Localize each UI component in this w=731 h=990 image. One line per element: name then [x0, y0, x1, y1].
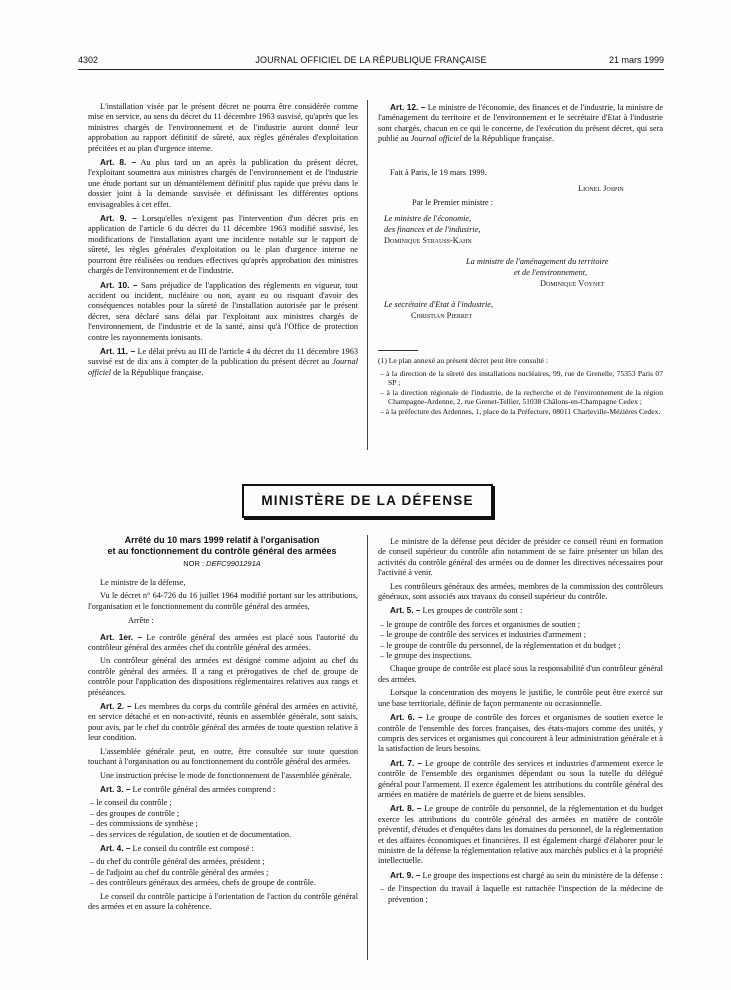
par-le-premier-ministre: Par le Premier ministre : — [412, 198, 494, 207]
list-item: – le conseil du contrôle ; — [88, 798, 358, 808]
list-item: – à la direction de la sûreté des installations nucléaires, 99, rue de Grenelle, 75353 Paris 07 SP ; — [378, 369, 663, 388]
paragraph: Le ministre de la défense peut décider de présider ce conseil réuni en formation de conseil supérieur du contrôle afin notamment de se faire présenter un bilan des activités du contrôle général des armées ou de donner les directives nécessaires pour l'activité à venir. — [378, 537, 663, 578]
footnote-list — [378, 369, 663, 417]
minister-environment-title: La ministre de l'aménagement du territoire — [466, 257, 609, 266]
paragraph: Le ministre de la défense, — [100, 578, 186, 587]
page-number: 4302 — [78, 55, 99, 65]
article-label: Art. 9. – — [390, 869, 421, 880]
signatory-environment: Dominique Voynet — [540, 279, 605, 288]
article-label: Art. 3. – — [100, 783, 131, 794]
paragraph: Le conseil du contrôle participe à l'orientation de l'action du contrôle général des armées et en assure la cohérence. — [88, 891, 358, 911]
paragraph: Les contrôleurs généraux des armées, membres de la commission des contrôleurs généraux, sont associés aux travaux du conseil supérieur du contrôle. — [378, 581, 663, 602]
paragraph: Un contrôleur général des armées est désigné comme adjoint au chef du contrôle général des armées. Il a rang et prérogatives de chef de groupe de contrôle pour l'application des dispositions réglementaires relatives aux rangs et préséances. — [88, 656, 358, 697]
article-7: Art. 7. – Le groupe de contrôle des services et industries d'armement exerce le contrôle de l'ensemble des organismes dépendant ou sous la tutelle du délégué général pour l'armement. Il exerce également les attributions du contrôle général des armées en matière de matériels de guerre et de biens sensibles. — [378, 757, 664, 799]
minister-environment-title-2: et de l'environnement, — [514, 268, 588, 277]
list-item: – le groupe de contrôle du personnel, de la réglementation et du budget ; — [378, 641, 663, 651]
signatory-economy: Dominique Strauss-Kahn — [384, 236, 472, 245]
list-item: – de l'adjoint au chef du contrôle général des armées ; — [88, 868, 358, 878]
article-label: Art. 5. – — [390, 605, 421, 616]
secretary-industry-title: Le secrétaire d'Etat à l'industrie, — [384, 300, 494, 309]
article-5-list — [378, 620, 663, 662]
nor-reference: NOR : DEFC9901291A — [183, 559, 261, 568]
article-3: Art. 3. – Le contrôle général des armées comprend : — [100, 783, 276, 794]
article-8-arrete: Art. 8. – Le groupe de contrôle du personnel, de la réglementation et du budget exerce les attributions du contrôle général des armées en matière de contrôle préventif, d'études et d'enquêtes dans les domaines du personnel, de la réglementation et des affaires économiques et financières. Il est également chargé d'élaborer pour le ministre de la défense la réglementation relative aux marchés publics et à la propriété intellectuelle. — [378, 803, 663, 866]
article-label: Art. 4. – — [100, 842, 131, 853]
article-label: Art. 7. – — [390, 757, 423, 768]
article-text: Lorsqu'elles n'exigent pas l'intervention d'un décret pris en application de l'article 6 du décret du 11 décembre 1963 modifié susvisé, les modifications de l'installation ayant une incidence notable sur le rapport de sûreté, les règles générales d'exploitation ou le plan d'urgence interne ne pourront être réalisées ou rendues effectives qu'après approbation des ministres chargés de l'environnement et de l'industrie. — [88, 214, 358, 276]
article-9 — [88, 213, 358, 276]
article-text: Au plus tard un an après la publication du présent décret, l'exploitant soumettra aux ministres chargés de l'environnement et de l'industrie une étude portant sur un démantèlement définitif plus rapide que prévu dans le dossier joint à la demande susvisée et définissant les différentes options envisageables à cet effet. — [88, 158, 358, 209]
journal-title: JOURNAL OFFICIEL DE LA RÉPUBLIQUE FRANÇAISE — [255, 55, 487, 65]
article-4: Art. 4. – Le conseil du contrôle est composé : — [100, 842, 254, 853]
article-label: Art. 9. – — [100, 213, 137, 224]
list-item: – à la direction régionale de l'industrie, de la recherche et de l'environnement de la région Champagne-Ardenne, 2, rue Grenet-Tellier, 51038 Châlons-en-Champagne Cedex ; — [378, 388, 663, 407]
paragraph: Chaque groupe de contrôle est placé sous la responsabilité d'un contrôleur général des armées. — [378, 664, 663, 684]
header-rule — [78, 69, 664, 70]
article-label: Art. 6. – — [390, 712, 423, 723]
article-4-list — [88, 857, 358, 888]
article-label: Art. 1er. – — [100, 631, 143, 642]
list-item: – de l'inspection du travail à laquelle est rattachée l'inspection de la médecine de prévention ; — [378, 884, 663, 905]
article-label: Art. 8. – — [390, 803, 422, 814]
arrete-title-line-2: et au fonctionnement du contrôle général des armées — [107, 546, 337, 556]
article-label: Art. 8. – — [100, 157, 137, 168]
decree-right-column — [378, 102, 663, 148]
footnote-rule — [378, 350, 418, 351]
article-9-list — [378, 884, 663, 905]
arrete-title-line-1: Arrêté du 10 mars 1999 relatif à l'organisation — [124, 535, 320, 545]
paragraph: L'assemblée générale peut, en outre, être consultée sur toute question touchant à l'organisation ou au fonctionnement du contrôle général des armées. — [88, 746, 358, 767]
list-item: – des services de régulation, de soutien et de documentation. — [88, 830, 358, 840]
article-11: Art. 11. – Le délai prévu au III de l'article 4 du décret du 11 décembre 1963 susvisé est de dix ans à compter de la publication du présent décret au Journal officiel de la République française. — [88, 345, 358, 377]
article-2: Art. 2. – Les membres du corps du contrôle général des armées en activité, en service détaché et en non-activité, réunis en assemblée générale, sont saisis, pour avis, par le chef du contrôle général des armées de toute question relative à leur condition. — [88, 701, 358, 743]
article-6: Art. 6. – Le groupe de contrôle des forces et organismes de soutien exerce le contrôle de l'ensemble des forces françaises, des états-majors comme des unités, y compris des services et organismes qui concourent à leur administration générale et à la satisfaction de leurs besoins. — [378, 712, 664, 754]
signature-place-date: Fait à Paris, le 19 mars 1999. — [390, 168, 487, 177]
article-label: Art. 12. – — [390, 102, 426, 112]
signatory-prime-minister: Lionel Jospin — [578, 184, 624, 193]
article-3-list — [88, 798, 358, 840]
issue-date: 21 mars 1999 — [608, 55, 664, 65]
page-header — [78, 55, 664, 69]
ministry-heading: MINISTÈRE DE LA DÉFENSE — [261, 493, 474, 508]
paragraph: L'installation visée par le présent décret ne pourra être considérée comme mise en service, au sens du décret du 11 décembre 1963 susvisé, qu'après que les ministres chargés de l'environnement et de l'industrie auront donné leur approbation au rapport définitif de sûreté, aux règles générales d'exploitation précitées et au plan d'urgence interne. — [88, 102, 358, 153]
list-item: – du chef du contrôle général des armées, président ; — [88, 857, 358, 867]
nor-code: DEFC9901291A — [206, 559, 261, 568]
list-item: – à la préfecture des Ardennes, 1, place de la Préfecture, 08011 Charleville-Mézières Cedex. — [378, 407, 663, 417]
minister-economy-title-2: des finances et de l'industrie, — [384, 225, 481, 234]
column-divider — [367, 100, 368, 450]
arrete-right-column — [378, 537, 663, 908]
signatory-industry: Christian Pierret — [411, 311, 473, 320]
paragraph: Une instruction précise le mode de fonctionnement de l'assemblée générale. — [100, 770, 352, 780]
arrete-left-column — [88, 578, 358, 915]
list-item: – le groupe de contrôle des forces et organismes de soutien ; — [378, 620, 663, 630]
article-label: Art. 10. – — [100, 279, 138, 290]
article-10 — [88, 280, 358, 343]
paragraph: Vu le décret n° 64-726 du 16 juillet 1964 modifié portant sur les attributions, l'organisation et le fonctionnement du contrôle général des armées, — [88, 591, 358, 611]
list-item: – des groupes de contrôle ; — [88, 809, 358, 819]
decree-left-column — [88, 102, 358, 381]
article-label: Art. 2. – — [100, 701, 132, 712]
paragraph: Lorsque la concentration des moyens le justifie, le contrôle peut être exercé sur une base territoriale, définie de façon permanente ou occasionnelle. — [378, 688, 663, 708]
article-text: Sans préjudice de l'application des règlements en vigueur, tout accident ou incident, nucléaire ou non, ayant eu ou risquant d'avoir des conséquences notables pour la sûreté de l'installation autorisée par le présent décret, sera déclaré sans délai par l'exploitant aux ministres chargés de l'environnement, de l'industrie et de la santé, ainsi qu'à l'Office de protection contre les rayonnements ionisants. — [88, 280, 358, 342]
arrete-word: Arrête : — [128, 616, 154, 626]
footnote — [378, 356, 663, 420]
column-divider — [367, 535, 368, 960]
arrete-title — [88, 535, 356, 557]
list-item: – des commissions de synthèse ; — [88, 819, 358, 829]
article-1: Art. 1er. – Le contrôle général des armées est placé sous l'autorité du contrôleur général des armées chef du contrôle général des armées. — [88, 631, 358, 653]
article-8 — [88, 157, 358, 210]
article-5: Art. 5. – Les groupes de contrôle sont : — [390, 605, 523, 616]
list-item: – le groupe des inspections. — [378, 651, 663, 661]
list-item: – des contrôleurs généraux des armées, chefs de groupe de contrôle. — [88, 878, 358, 888]
ministry-heading-box — [242, 484, 493, 518]
article-label: Art. 11. – — [100, 345, 136, 356]
minister-economy-title: Le ministre de l'économie, — [384, 214, 472, 223]
article-9-arrete: Art. 9. – Le groupe des inspections est chargé au sein du ministère de la défense : — [390, 869, 663, 880]
article-12: Art. 12. – Le ministre de l'économie, des finances et de l'industrie, la ministre de l'aménagement du territoire et de l'environnement et le secrétaire d'Etat à l'industrie sont chargés, chacun en ce qui le concerne, de l'exécution du présent décret, qui sera publié au Journal officiel de la République française. — [378, 102, 663, 144]
list-item: – le groupe de contrôle des services et industries d'armement ; — [378, 630, 663, 640]
footnote-intro: (1) Le plan annexé au présent décret peut être consulté : — [378, 356, 548, 365]
